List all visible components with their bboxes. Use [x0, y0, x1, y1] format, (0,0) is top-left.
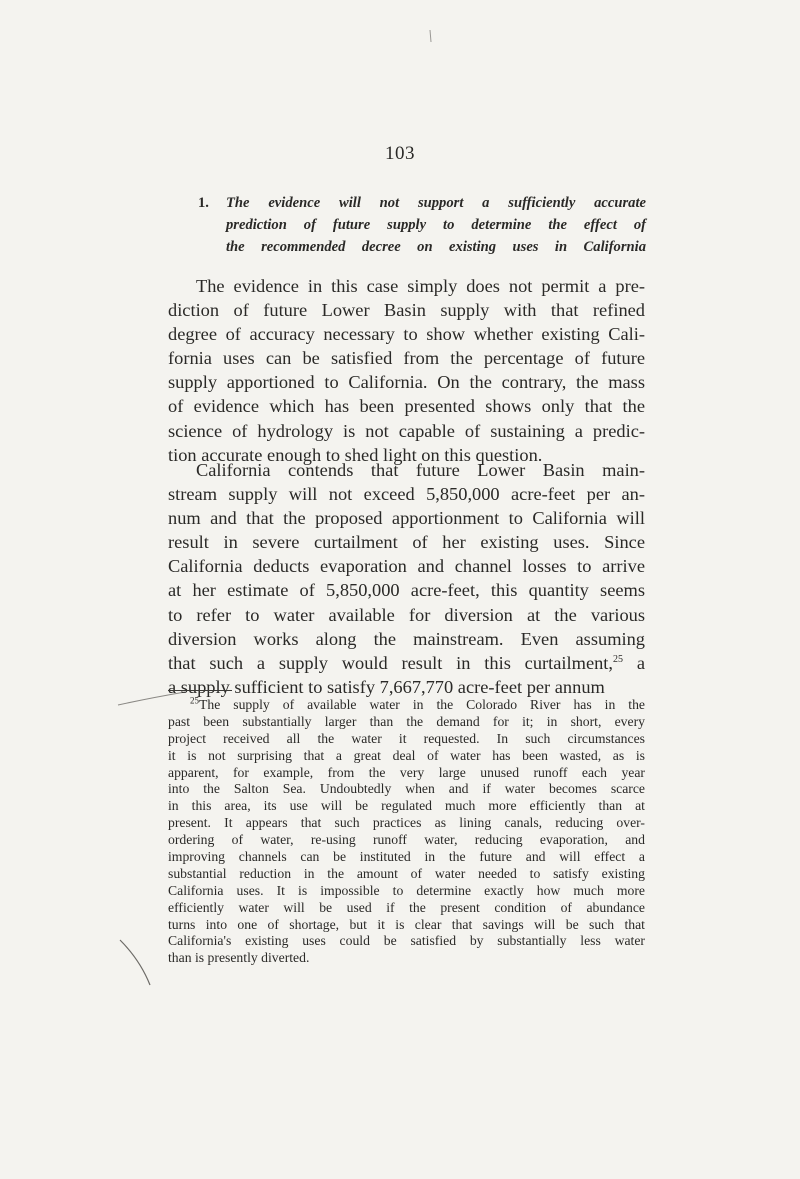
footnote-line: it is not surprising that a great deal of water has been wasted, as is	[168, 747, 645, 763]
text-line: result in severe curtailment of her existing uses. Since	[168, 532, 645, 553]
footnote-line: project received all the water it requested. In such circumstances	[168, 730, 645, 746]
heading-line: prediction of future supply to determine the effect of	[226, 217, 646, 233]
footnote-line: present. It appears that such practices as lining canals, reducing over-	[168, 815, 645, 831]
text-line: of evidence which has been presented shows only that the	[168, 396, 645, 417]
footnote-line: apparent, for example, from the very large unused runoff each year	[168, 764, 645, 780]
text-line: fornia uses can be satisfied from the percentage of future	[168, 348, 645, 369]
text-line: num and that the proposed apportionment to California will	[168, 508, 645, 529]
text-line: at her estimate of 5,850,000 acre-feet, this quantity seems	[168, 580, 645, 601]
page-number: 103	[385, 143, 415, 164]
paragraph-1	[168, 274, 645, 467]
text-line-with-footnote-ref: that such a supply would result in this curtailment,$^{25}$ a	[168, 652, 645, 673]
footnote-marker: 25	[190, 695, 199, 706]
footnote-reference: 25	[613, 653, 624, 665]
footnote-line: California uses. It is impossible to determine exactly how much more	[168, 882, 645, 898]
footnote-line: California's existing uses could be satisfied by substantially less water	[168, 933, 645, 949]
footnote-line: into the Salton Sea. Undoubtedly when and if water becomes scarce	[168, 781, 645, 797]
text-fragment: that such a supply would result in this curtailment,	[168, 652, 614, 673]
footnote-line: in this area, its use will be regulated much more efficiently than at	[168, 798, 645, 814]
text-line: diversion works along the mainstream. Even assuming	[168, 628, 645, 649]
text-line: science of hydrology is not capable of sustaining a predic-	[168, 420, 645, 441]
text-line: tion accurate enough to shed light on this question.	[168, 444, 543, 465]
section-number: 1.	[198, 195, 209, 211]
text-fragment: The supply of available water in the Colorado River has in the	[199, 697, 645, 712]
footnote-line: past been substantially larger than the demand for it; in short, every	[168, 713, 645, 729]
text-line: to refer to water available for diversion at the various	[168, 604, 645, 625]
footnote-line: ordering of water, re-using runoff water, reducing evaporation, and	[168, 832, 645, 848]
footnote-line	[168, 697, 645, 714]
footnote-divider	[168, 690, 232, 691]
section-heading	[198, 192, 646, 258]
heading-line: The evidence will not support a sufficiently accurate	[226, 195, 646, 211]
footnote-line: turns into one of shortage, but it is clear that savings will be such that	[168, 916, 645, 932]
footnote-line: improving channels can be instituted in the future and will effect a	[168, 849, 645, 865]
text-line: degree of accuracy necessary to show whether existing Cali-	[168, 324, 645, 345]
text-line: California deducts evaporation and channel losses to arrive	[168, 556, 645, 577]
text-line: The evidence in this case simply does not permit a pre-	[196, 276, 645, 296]
footnote-line: efficiently water will be used if the present condition of abundance	[168, 899, 645, 915]
paragraph-2	[168, 458, 645, 699]
footnote-line: than is presently diverted.	[168, 950, 310, 966]
text-line: a supply sufficient to satisfy 7,667,770 acre-feet per annum	[168, 676, 605, 697]
text-line: diction of future Lower Basin supply with that refined	[168, 300, 645, 321]
text-line: California contends that future Lower Basin main-	[196, 460, 645, 480]
heading-line: the recommended decree on existing uses in California	[226, 239, 646, 255]
footnote-line: substantial reduction in the amount of water needed to satisfy existing	[168, 865, 645, 881]
text-line: supply apportioned to California. On the contrary, the mass	[168, 372, 645, 393]
text-line: stream supply will not exceed 5,850,000 acre-feet per an-	[168, 484, 645, 505]
footnote	[168, 697, 645, 967]
